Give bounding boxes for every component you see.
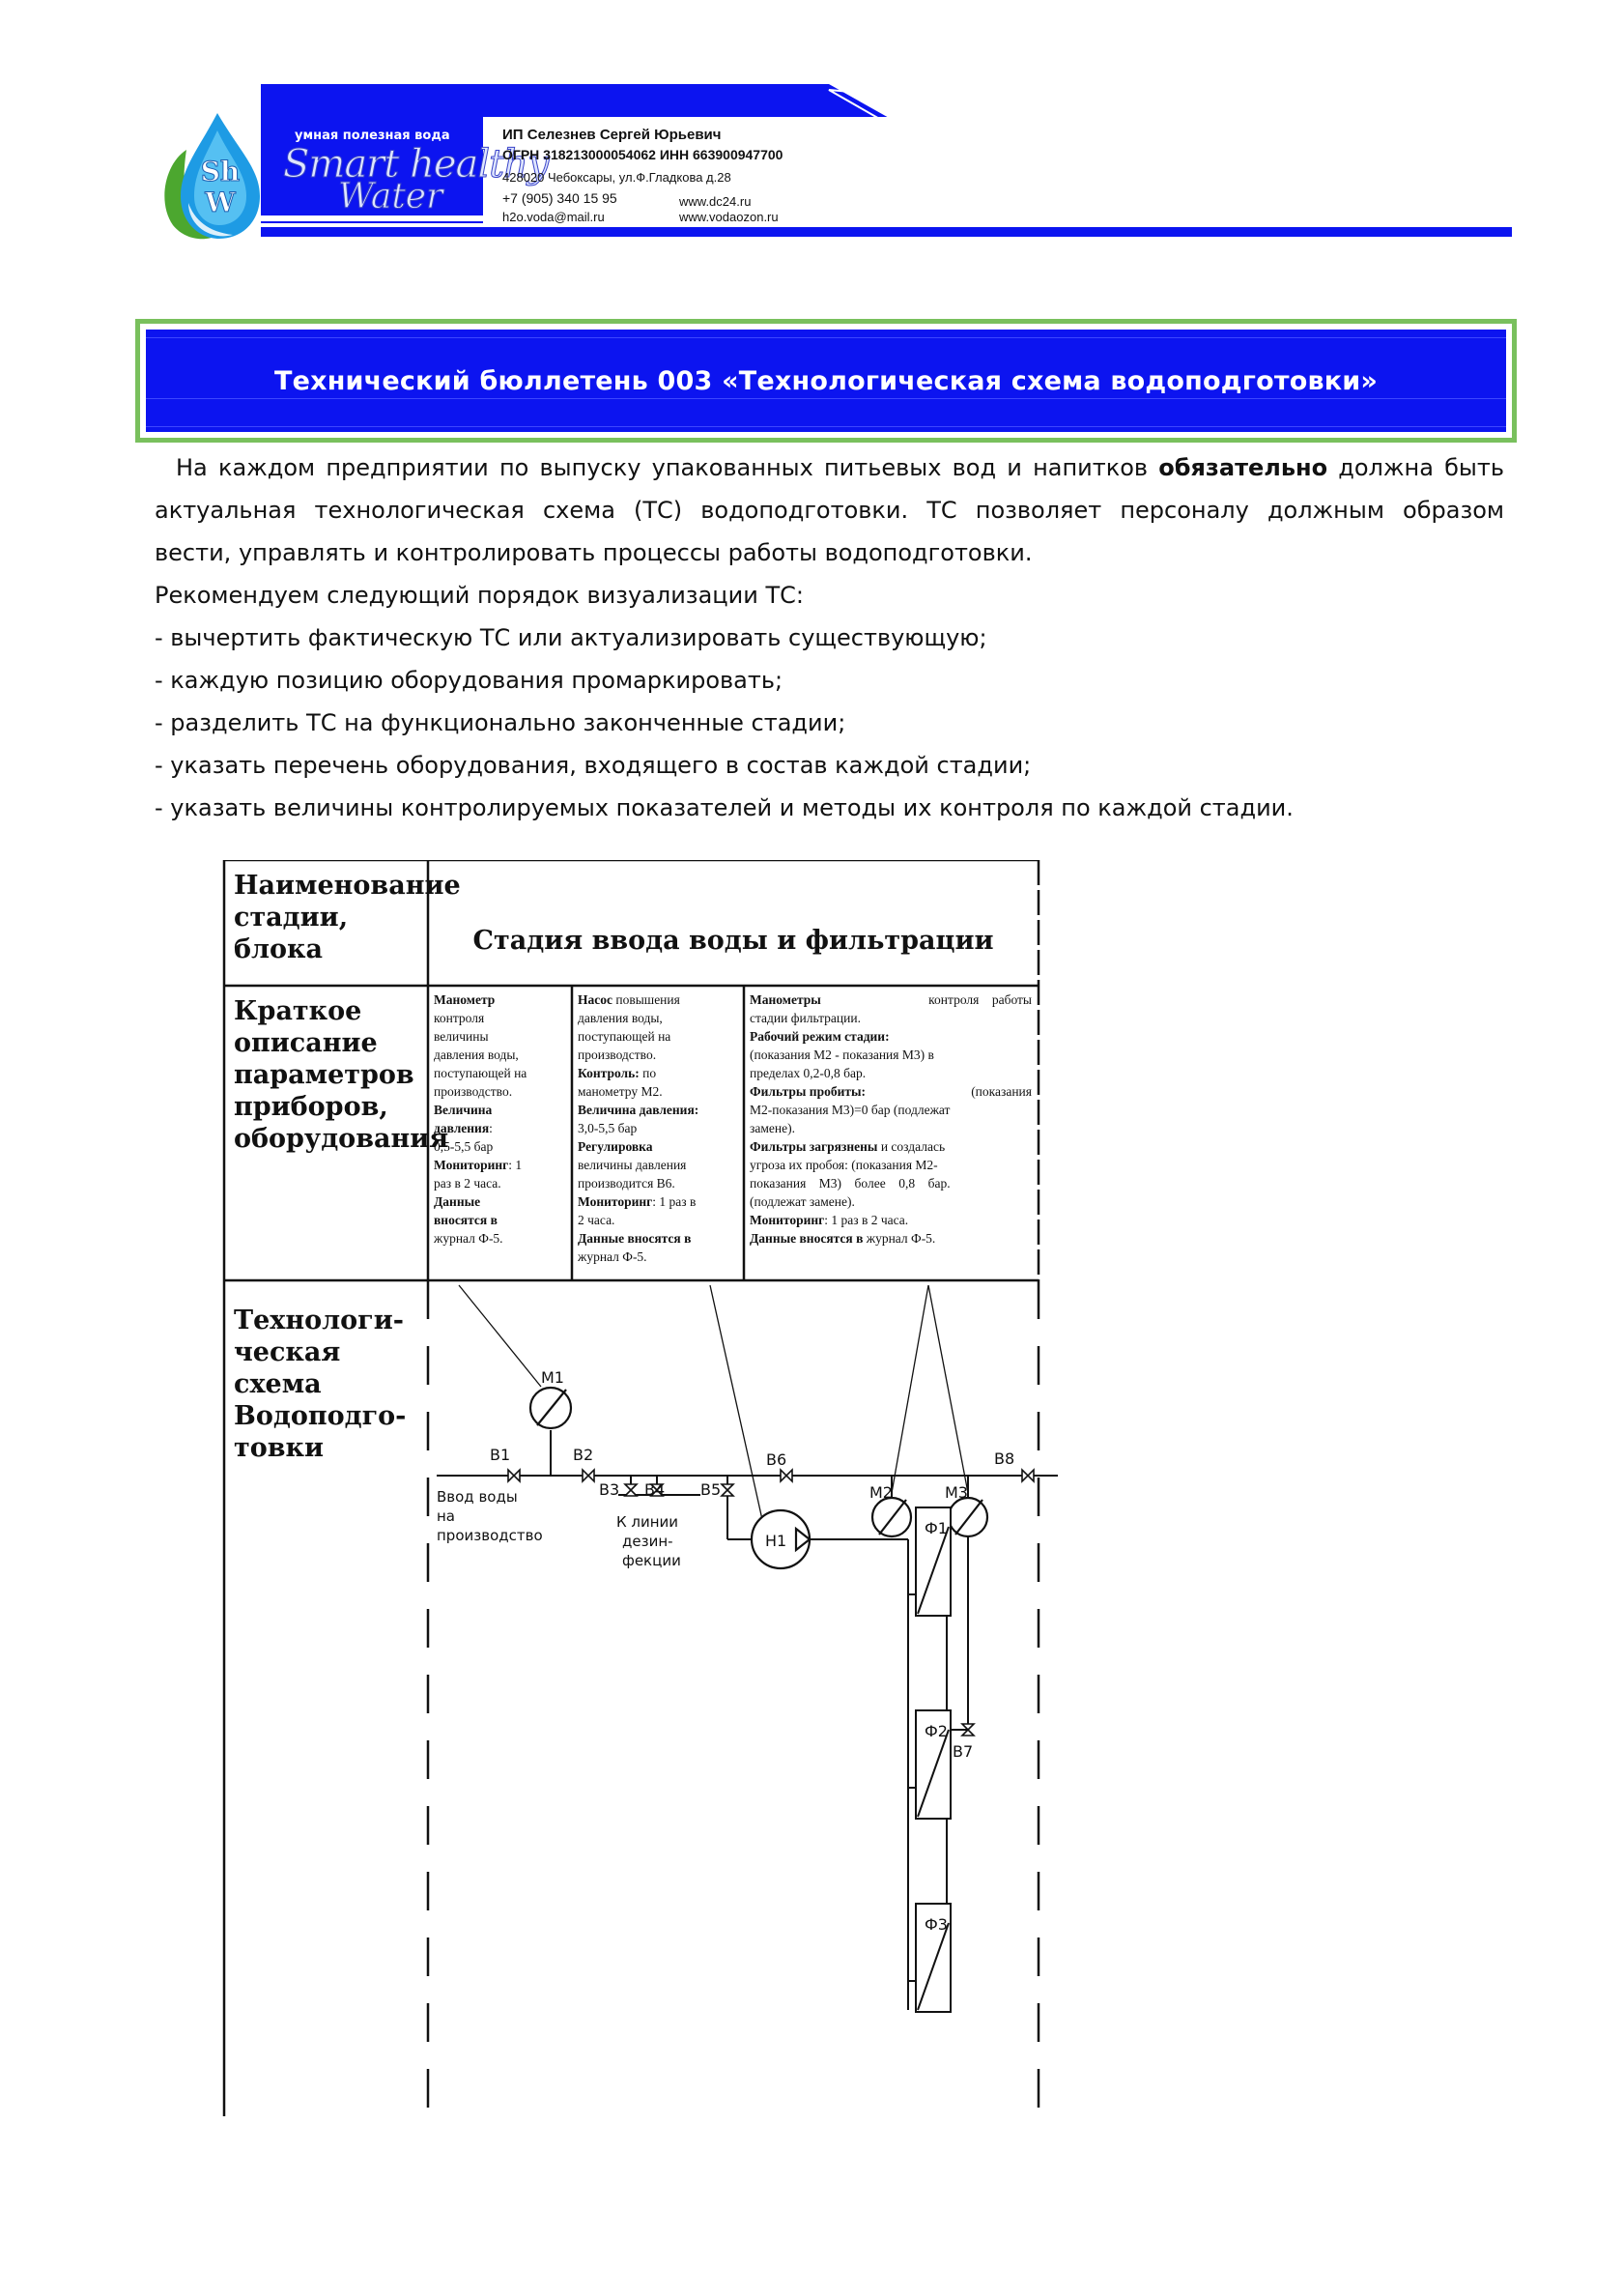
label-b6: В6 [766, 1450, 787, 1469]
row-head-description [234, 995, 448, 1155]
desc-text: : 1 раз в 2 часа. [824, 1213, 909, 1227]
desc-line: раз в 2 часа. [434, 1176, 501, 1191]
logo-monogram-2: W [205, 187, 236, 218]
desc-line: 0,5-5,5 бар [434, 1139, 494, 1154]
leader-m2 [892, 1285, 928, 1493]
desc-bold: Рабочий режим стадии: [750, 1029, 890, 1044]
desc-bold: Манометр [434, 992, 496, 1007]
row-head-scheme [234, 1305, 406, 1464]
label-inlet-3: производство [437, 1527, 543, 1544]
desc-text: : 1 [508, 1158, 523, 1172]
desc-bold: Данные вносятся в [578, 1231, 692, 1246]
title-rule [146, 337, 1506, 338]
desc-line: производство. [434, 1084, 513, 1099]
label-inlet-2: на [437, 1507, 455, 1525]
company-address: 428020 Чебоксары, ул.Ф.Гладкова д.28 [502, 170, 731, 185]
band-bottom-line [261, 227, 1512, 237]
company-email: h2o.voda@mail.ru [502, 210, 605, 224]
step-item: - каждую позицию оборудования промаркировать; [155, 667, 783, 694]
row-head-line: блока [234, 934, 324, 964]
desc-line: угроза их пробоя: (показания М2- [750, 1158, 938, 1172]
intro-emphasis: обязательно [1158, 454, 1328, 481]
desc-line: производство. [578, 1048, 657, 1062]
valve-b6-icon [781, 1470, 792, 1481]
label-disinfect-1: К линии [616, 1513, 679, 1531]
desc-bold: Фильтры пробиты: [750, 1084, 867, 1099]
technological-scheme [213, 860, 1063, 2155]
row-head-line: схема [234, 1369, 322, 1399]
desc-line: манометру М2. [578, 1084, 663, 1099]
step-item: - указать величины контролируемых показателей и методы их контроля по каждой стадии. [155, 794, 1294, 821]
desc-text: по [639, 1066, 657, 1080]
desc-line: пределах 0,2-0,8 бар. [750, 1066, 867, 1080]
desc-bold: Данные вносятся в [750, 1231, 864, 1246]
desc-bold: Регулировка [578, 1139, 653, 1154]
row-head-line: Краткое [234, 996, 362, 1026]
letterhead [159, 82, 1512, 246]
desc-line: давления воды, [578, 1011, 663, 1025]
desc-line: (подлежат замене). [750, 1194, 855, 1209]
label-b4: В4 [644, 1480, 666, 1499]
row-head-line: ческая [234, 1337, 341, 1367]
logo-monogram-1: Sh [200, 156, 241, 187]
desc-line: М2-показания М3)=0 бар (подлежат [750, 1103, 951, 1117]
desc-bold: Фильтры загрязнены [750, 1139, 878, 1154]
desc-bold: Манометры [750, 992, 821, 1007]
brand-name-line1: Smart healthy [283, 142, 549, 187]
desc-line: величины давления [578, 1158, 687, 1172]
row-head-line: товки [234, 1433, 325, 1463]
intro-line-2: актуальная технологическая схема (ТС) водоподготовки. ТС позволяет персоналу должным образом [155, 497, 1504, 524]
desc-bold: Данные [434, 1194, 481, 1209]
title-rule [146, 398, 1506, 399]
label-b8: В8 [994, 1449, 1015, 1468]
brand-name-line2: Water [338, 177, 443, 216]
desc-gauge-m1: Манометр контроля величины давления воды, поступающей на производство. Величина давления: 0,5-5,5 бар Мониторинг: 1 раз в 2 часа. Данные вносятся в журнал Ф-5. [434, 990, 569, 1248]
valve-b3-icon [625, 1484, 637, 1496]
label-b2: В2 [573, 1446, 594, 1464]
row-head-line: стадии, [234, 903, 349, 933]
label-b5: В5 [700, 1480, 722, 1499]
desc-text: повышения [612, 992, 680, 1007]
desc-line: 3,0-5,5 бар [578, 1121, 638, 1135]
label-f1: Ф1 [925, 1519, 948, 1537]
recommend-line: Рекомендуем следующий порядок визуализации ТС: [155, 582, 804, 609]
step-item: - вычертить фактическую ТС или актуализировать существующую; [155, 624, 987, 651]
row-head-line: параметров [234, 1060, 414, 1090]
intro-line-1 [155, 446, 1504, 489]
company-phone: +7 (905) 340 15 95 [502, 190, 617, 206]
brand-tagline: умная полезная вода [295, 129, 450, 143]
intro-text-part: На каждом предприятии по выпуску упакованных питьевых вод и напитков [176, 454, 1149, 481]
desc-bold: Величина [434, 1103, 493, 1117]
desc-bold: Мониторинг [750, 1213, 825, 1227]
desc-bold: вносятся в [434, 1213, 498, 1227]
water-drop-logo [159, 111, 275, 242]
leader-m1 [459, 1285, 541, 1387]
label-disinfect-3: фекции [622, 1552, 681, 1569]
desc-text: журнал Ф-5. [863, 1231, 936, 1246]
desc-bold: Насос [578, 992, 612, 1007]
company-website-2: www.vodaozon.ru [679, 210, 779, 224]
label-m1: М1 [541, 1368, 564, 1387]
label-f2: Ф2 [925, 1722, 948, 1740]
row-head-name [234, 870, 461, 965]
row-head-line: Технологи- [234, 1306, 404, 1335]
step-item: - указать перечень оборудования, входящего в состав каждой стадии; [155, 752, 1032, 779]
desc-bold: Мониторинг [434, 1158, 509, 1172]
valve-b2-icon [583, 1470, 594, 1481]
desc-bold: давления [434, 1121, 490, 1135]
label-b1: В1 [490, 1446, 511, 1464]
label-disinfect-2: дезин- [622, 1533, 673, 1550]
bulletin-title: Технический бюллетень 003 «Технологическая схема водоподготовки» [273, 366, 1379, 396]
desc-filtration-gauges [750, 990, 1032, 1248]
desc-line: поступающей на [434, 1066, 527, 1080]
desc-line: давления воды, [434, 1048, 519, 1062]
desc-line: показания М3) более 0,8 бар. [750, 1176, 951, 1191]
label-m2: М2 [869, 1483, 893, 1502]
intro-line-3: вести, управлять и контролировать процессы работы водоподготовки. [155, 539, 1033, 566]
desc-line: поступающей на [578, 1029, 671, 1044]
label-h1: Н1 [765, 1532, 787, 1550]
label-b7: В7 [953, 1742, 974, 1761]
desc-line: контроля [434, 1011, 485, 1025]
row-head-line: оборудования [234, 1124, 449, 1154]
desc-bold: Контроль: [578, 1066, 640, 1080]
desc-text: контроля работы [928, 992, 1032, 1007]
company-website-1: www.dc24.ru [679, 194, 752, 209]
desc-line: замене). [750, 1121, 795, 1135]
row-head-line: Водоподго- [234, 1401, 407, 1431]
label-b3: В3 [599, 1480, 620, 1499]
desc-line: величины [434, 1029, 489, 1044]
leader-m3 [928, 1285, 968, 1493]
bulletin-title-banner [135, 319, 1517, 443]
stage-title: Стадия ввода воды и фильтрации [472, 926, 994, 956]
desc-text: : 1 раз в [652, 1194, 697, 1209]
intro-text-part: должна быть [1338, 454, 1504, 481]
desc-line: производится В6. [578, 1176, 675, 1191]
desc-pump-h1 [578, 990, 742, 1266]
desc-line: стадии фильтрации. [750, 1011, 861, 1025]
company-name: ИП Селезнев Сергей Юрьевич [502, 127, 722, 143]
valve-b5-icon [722, 1484, 733, 1496]
desc-line: журнал Ф-5. [578, 1249, 647, 1264]
company-registration: ОГРН 318213000054062 ИНН 663900947700 [502, 147, 783, 162]
label-f3: Ф3 [925, 1915, 948, 1934]
step-item: - разделить ТС на функционально законченные стадии; [155, 709, 846, 736]
bulletin-title-fill [146, 330, 1506, 432]
desc-text: и создалась [880, 1139, 946, 1154]
desc-line: журнал Ф-5. [434, 1231, 503, 1246]
desc-bold: Мониторинг [578, 1194, 653, 1209]
valve-b1-icon [508, 1470, 520, 1481]
desc-text: (показания [971, 1084, 1032, 1099]
row-head-line: описание [234, 1028, 378, 1058]
label-m3: М3 [945, 1483, 968, 1502]
row-head-line: приборов, [234, 1092, 388, 1122]
label-inlet-1: Ввод воды [437, 1488, 518, 1506]
row-head-line: Наименование [234, 871, 461, 901]
desc-line: (показания М2 - показания М3) в [750, 1048, 934, 1062]
valve-b8-icon [1022, 1470, 1034, 1481]
title-rule [146, 426, 1506, 427]
desc-bold: Величина давления: [578, 1103, 699, 1117]
desc-line: 2 часа. [578, 1213, 615, 1227]
intro-text [155, 446, 1504, 829]
